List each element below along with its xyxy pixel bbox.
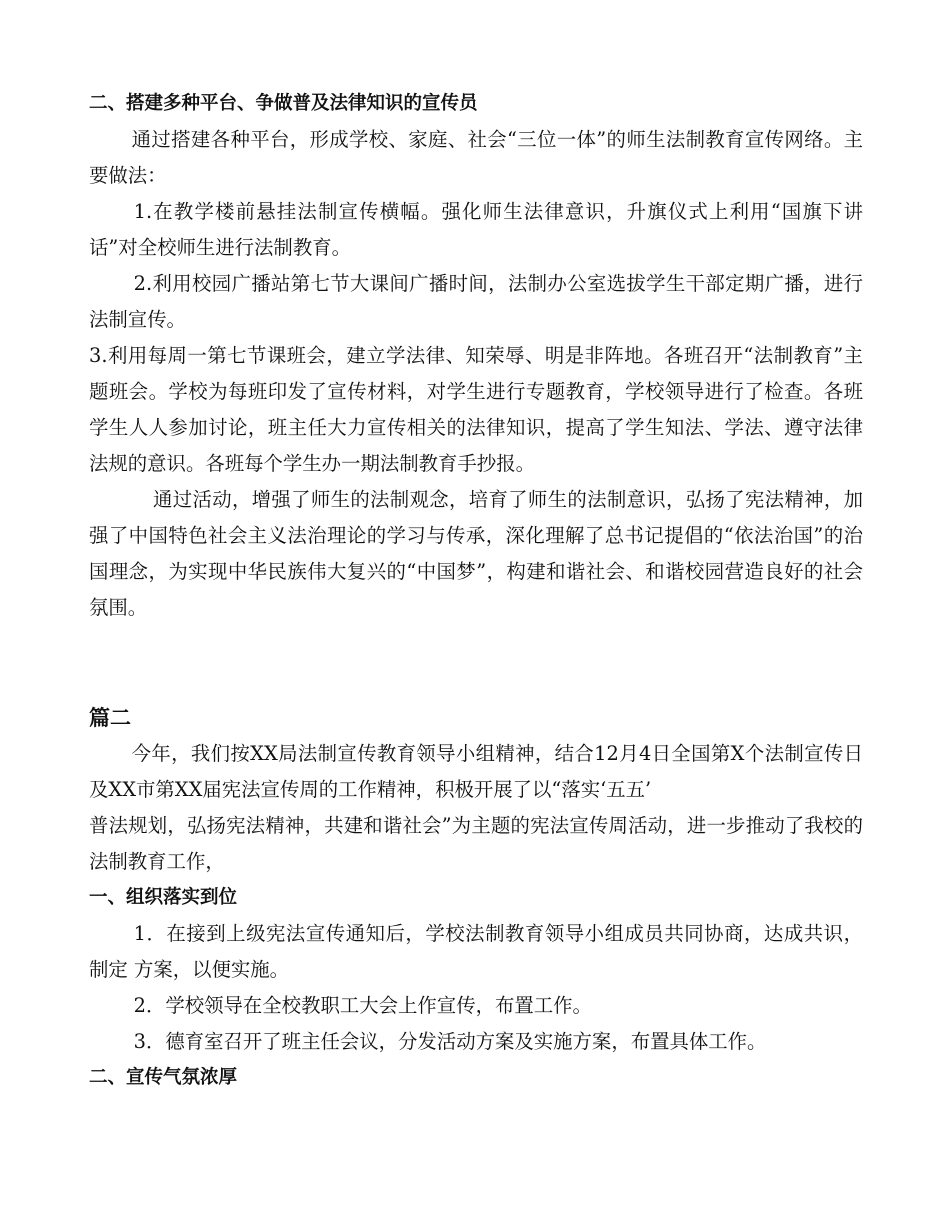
- paragraph-summary: 通过活动，增强了师生的法制观念，培育了师生的法制意识，弘扬了宪法精神，加强了中国特色社会主义法治理论的学习与传承，深化理解了总书记提倡的“依法治国”的治国理念，为实现中华民族伟大复兴的“中国梦”，构建和谐社会、和谐校园营造良好的社会氛围。: [89, 488, 863, 619]
- section-heading-organization: 一、组织落实到位: [89, 887, 238, 908]
- list-item-broadcast: 2.利用校园广播站第七节大课间广播时间，法制办公室选拔学生干部定期广播，进行法制宣传。: [89, 272, 863, 331]
- list-item-teacher-meeting: 3．德育室召开了班主任会议，分发活动方案及实施方案，布置具体工作。: [133, 1030, 767, 1053]
- list-item-banner: 1.在教学楼前悬挂法制宣传横幅。强化师生法律意识，升旗仪式上利用“国旗下讲话”对全校师生进行法制教育。: [89, 200, 863, 259]
- list-item-consult: 1．在接到上级宪法宣传通知后，学校法制教育领导小组成员共同协商，达成共识，制定 方案，以便实施。: [89, 922, 863, 981]
- paragraph-part2-intro-a: 今年，我们按XX局法制宣传教育领导小组精神，结合12月4日全国第X个法制宣传日及XX市第XX届宪法宣传周的工作精神，积极开展了以“落实‘五五’: [89, 742, 863, 801]
- paragraph-intro: 通过搭建各种平台，形成学校、家庭、社会“三位一体”的师生法制教育宣传网络。主要做法：: [89, 128, 863, 187]
- section-spacer: [89, 626, 863, 700]
- section-heading-atmosphere: 二、宣传气氛浓厚: [89, 1067, 238, 1088]
- list-item-staff-meeting: 2．学校领导在全校教职工大会上作宣传，布置工作。: [133, 994, 592, 1017]
- part-title: 篇二: [89, 706, 131, 730]
- list-item-class-meeting: 3.利用每周一第七节课班会，建立学法律、知荣辱、明是非阵地。各班召开“法制教育”主题班会。学校为每班印发了宣传材料，对学生进行专题教育，学校领导进行了检查。各班学生人人参加讨论，班主任大力宣传相关的法律知识，提高了学生知法、学法、遵守法律法规的意识。各班每个学生办一期法制教育手抄报。: [89, 344, 863, 475]
- paragraph-part2-intro-b: 普法规划，弘扬宪法精神，共建和谐社会”为主题的宪法宣传周活动，进一步推动了我校的法制教育工作，: [89, 814, 863, 873]
- document-page: [89, 86, 863, 1096]
- section-heading-platforms: 二、搭建多种平台、争做普及法律知识的宣传员: [89, 93, 478, 114]
